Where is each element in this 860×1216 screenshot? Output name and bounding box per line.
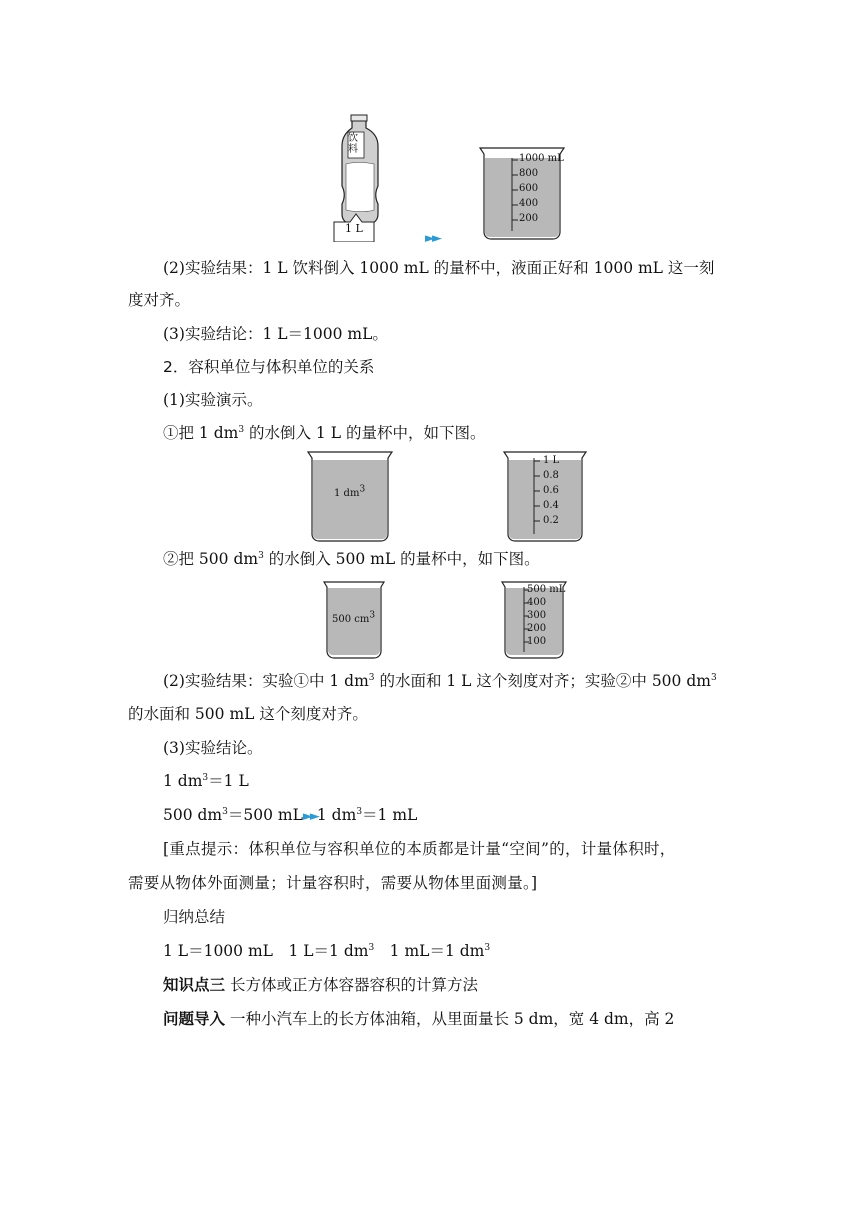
cup1-tick-600: 600 xyxy=(519,183,539,194)
cube2-label-text: 500 cm xyxy=(332,614,370,625)
eq2-a: 500 dm xyxy=(163,806,223,824)
sup-3: 3 xyxy=(359,484,366,495)
eq1-post: ＝1 L xyxy=(208,772,249,790)
eq2-b: ＝500 mL xyxy=(227,806,303,824)
cup1-tick-400: 400 xyxy=(519,198,539,209)
result1-line-a: (2)实验结果：1 L 饮料倒入 1000 mL 的量杯中，液面正好和 1000 mL 这一刻 xyxy=(163,259,715,277)
cup3-tick-500: 500 mL xyxy=(527,584,566,595)
cup2-tick-0.4: 0.4 xyxy=(543,500,559,511)
cup2-tick-0.2: 0.2 xyxy=(543,515,559,526)
result1-line-b: 度对齐。 xyxy=(128,291,191,309)
demo1-post: 的水倒入 1 L 的量杯中，如下图。 xyxy=(244,424,486,442)
sup-3: 3 xyxy=(484,942,491,953)
summary-title: 归纳总结 xyxy=(163,908,226,926)
cube1-label xyxy=(334,484,366,500)
sup-3: 3 xyxy=(356,806,363,817)
demo2-text xyxy=(163,548,540,570)
summary-equations xyxy=(163,940,490,962)
cup1-tick-1000: 1000 mL xyxy=(519,153,564,164)
demo2-post: 的水倒入 500 mL 的量杯中，如下图。 xyxy=(263,550,540,568)
eq2-d: ＝1 mL xyxy=(362,806,418,824)
hint-line-b: 需要从物体外面测量；计量容积时，需要从物体里面测量。] xyxy=(128,874,538,892)
cup2-tick-0.6: 0.6 xyxy=(543,485,559,496)
kp3-title: 长方体或正方体容器容积的计算方法 xyxy=(225,976,478,994)
sup-3: 3 xyxy=(368,672,375,683)
sup-3: 3 xyxy=(238,424,245,435)
bottle-volume-label: 1 L xyxy=(345,222,363,235)
section2-title: 2．容积单位与体积单位的关系 xyxy=(163,358,375,376)
cup1-tick-800: 800 xyxy=(519,168,539,179)
summary-2: 1 mL＝1 dm xyxy=(374,942,485,960)
eq1-pre: 1 dm xyxy=(163,772,203,790)
cup1-tick-200: 200 xyxy=(519,213,539,224)
result2-a2: 的水面和 1 L 这个刻度对齐；实验②中 500 dm xyxy=(374,672,711,690)
summary-1: 1 L＝1000 mL 1 L＝1 dm xyxy=(163,942,369,960)
sup-3: 3 xyxy=(202,772,209,783)
q-label: 问题导入 xyxy=(163,1010,226,1028)
cup3-tick-400: 400 xyxy=(527,597,547,608)
bottle-label: 饮 料 xyxy=(348,133,358,155)
cup2-tick-0.8: 0.8 xyxy=(543,470,559,481)
question-intro xyxy=(163,1008,674,1030)
double-chevron-right-icon: ►► xyxy=(302,809,317,824)
hint-line-a: [重点提示：体积单位与容积单位的本质都是计量“空间”的，计量体积时， xyxy=(163,840,676,858)
sup-3: 3 xyxy=(368,942,375,953)
cube1-label-text: 1 dm xyxy=(334,488,360,499)
q-text: 一种小汽车上的长方体油箱，从里面量长 5 dm，宽 4 dm，高 2 xyxy=(225,1010,675,1028)
result2-a1: (2)实验结果：实验①中 1 dm xyxy=(163,672,369,690)
sup-3: 3 xyxy=(369,610,376,621)
sup-3: 3 xyxy=(222,806,228,817)
cup3-tick-100: 100 xyxy=(527,636,547,647)
cup3-tick-200: 200 xyxy=(527,623,547,634)
demo2-pre: ②把 500 dm xyxy=(163,550,259,568)
demo1-text xyxy=(163,422,485,444)
result2-line-a xyxy=(163,670,717,692)
knowledge-point-3 xyxy=(163,974,478,996)
equation-2 xyxy=(163,804,417,828)
conclusion1: (3)实验结论：1 L＝1000 mL。 xyxy=(163,325,388,343)
cup3-tick-300: 300 xyxy=(527,610,547,621)
eq2-c: 1 dm xyxy=(316,806,357,824)
kp3-label: 知识点三 xyxy=(163,976,226,994)
sup-3: 3 xyxy=(258,550,264,561)
conclusion2-title: (3)实验结论。 xyxy=(163,739,263,757)
cup2-tick-1l: 1 L xyxy=(543,455,560,466)
demo-title: (1)实验演示。 xyxy=(163,391,263,409)
double-chevron-right-icon: ►► xyxy=(425,231,439,246)
result2-line-b: 的水面和 500 mL 这个刻度对齐。 xyxy=(128,705,368,723)
equation-1 xyxy=(163,770,249,792)
sup-3: 3 xyxy=(710,672,717,683)
demo1-pre: ①把 1 dm xyxy=(163,424,239,442)
cube2-label xyxy=(332,610,376,626)
